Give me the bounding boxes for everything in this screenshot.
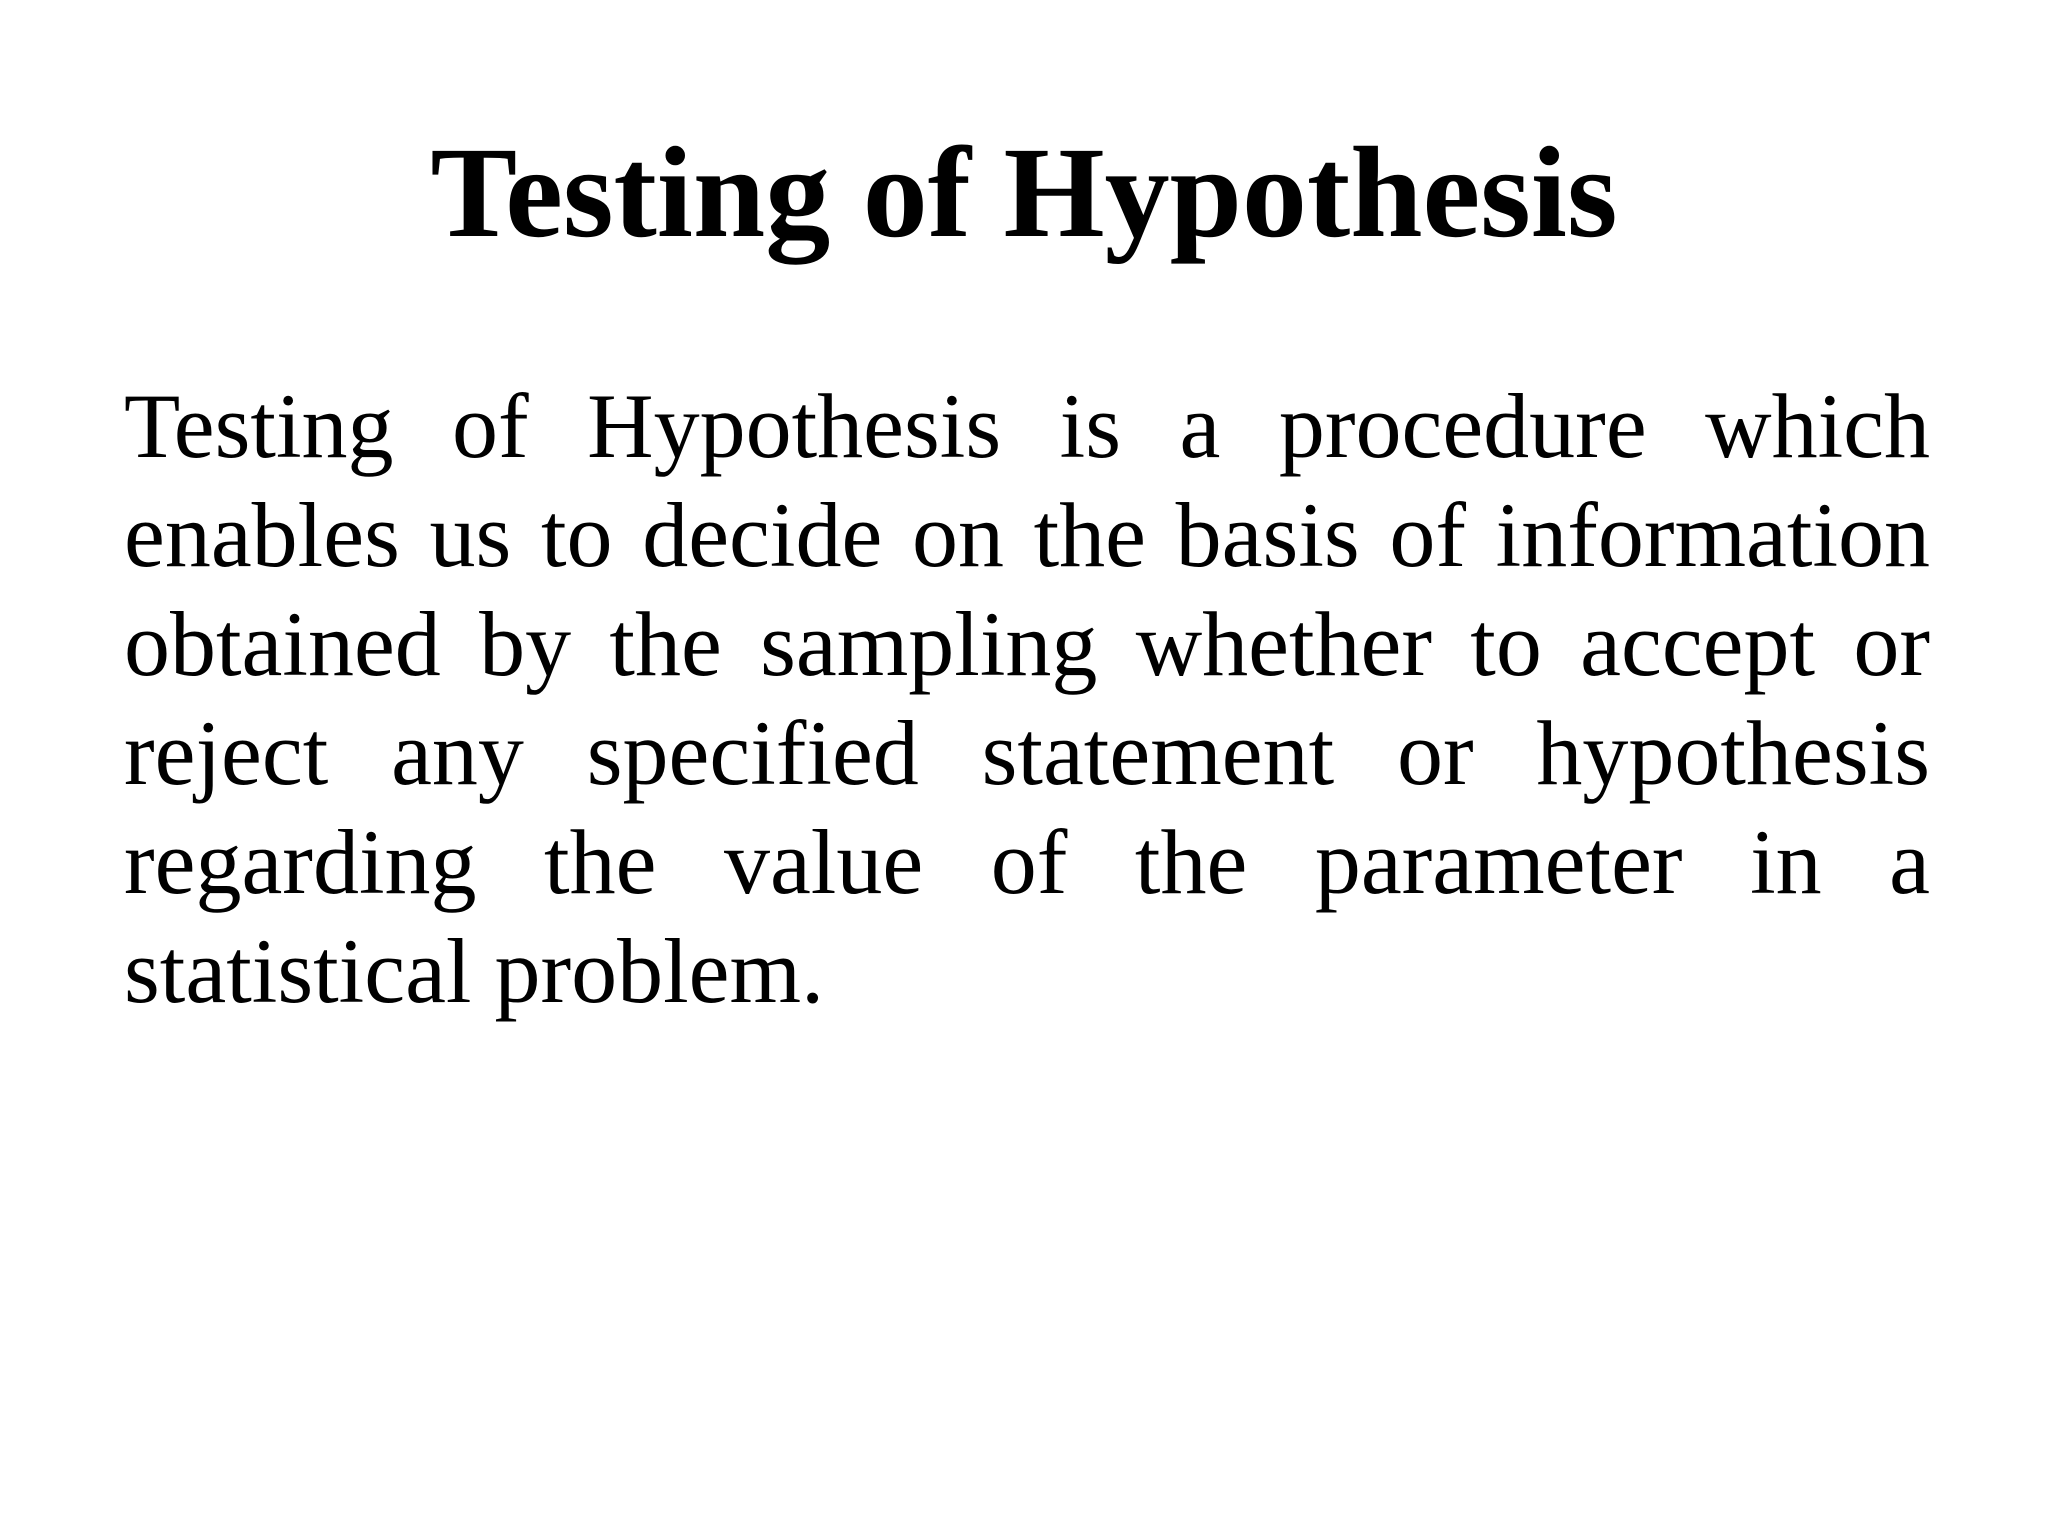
slide-title: Testing of Hypothesis bbox=[430, 121, 1618, 265]
slide-body-text: Testing of Hypothesis is a procedure which enables us to decide on the basis of information obtained by the sampling whether to accept or reject any specified statement or hypothesis regarding the value of the parameter in a statistical problem. bbox=[124, 375, 1930, 1022]
